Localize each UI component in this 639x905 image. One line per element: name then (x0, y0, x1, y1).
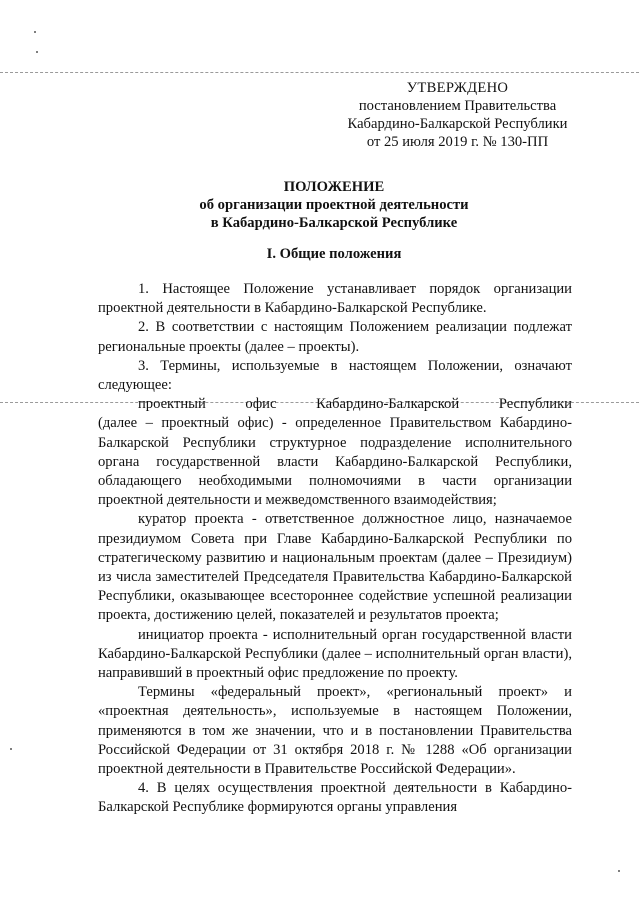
approval-line-2: Кабардино-Балкарской Республики (347, 116, 568, 132)
title-line-3: в Кабардино-Балкарской Республике (210, 215, 458, 231)
term-project-initiator: инициатор проекта - исполнительный орган государственной власти Кабардино-Балкарской Республики (далее – исполнительный орган власти), направивший в проектный офис предложение по проекту. (98, 626, 572, 682)
paragraph-1: 1. Настоящее Положение устанавливает порядок организации проектной деятельности в Кабардино-Балкарской Республике. (98, 281, 572, 317)
scan-artifact-line-top (0, 72, 639, 73)
approval-line-1: постановлением Правительства (358, 98, 557, 114)
document-title (98, 178, 570, 232)
scan-speck (36, 51, 38, 53)
approval-block (330, 79, 585, 151)
section-heading: I. Общие положения (266, 246, 402, 262)
term-project-curator: куратор проекта - ответственное должностное лицо, назначаемое президиумом Совета при Главе Кабардино-Балкарской Республики по стратегическому развитию и национальным проектам (далее – Президиум) из числа заместителей Председателя Правительства Кабардино-Балкарской Республики, оказывающее всестороннее содействие успешной реализации проекта, достижению целей, показателей и результатов проекта; (98, 511, 572, 624)
term-project-office-definition: (далее – проектный офис) - определенное Правительством Кабардино-Балкарской Республики структурное подразделение исполнительного органа государственной власти Кабардино-Балкарской Республики, обладающего необходимыми полномочиями в части организации проектной деятельности и межведомственного взаимодействия; (98, 415, 572, 509)
approval-line-3: от 25 июля 2019 г. № 130-ПП (366, 134, 549, 150)
scan-speck (34, 31, 36, 33)
paragraph-terms-reference: Термины «федеральный проект», «региональный проект» и «проектная деятельность», используемые в настоящем Положении, применяются в том же значении, что и в постановлении Правительства Российской Федерации от 31 октября 2018 г. № 1288 «Об организации проектной деятельности в Правительстве Российской Федерации». (98, 684, 572, 778)
scan-speck (618, 870, 620, 872)
paragraph-2: 2. В соответствии с настоящим Положением реализации подлежат региональные проекты (далее – проекты). (98, 319, 572, 355)
title-line-2: об организации проектной деятельности (199, 197, 469, 213)
paragraph-4: 4. В целях осуществления проектной деятельности в Кабардино-Балкарской Республике формируются органы управления (98, 780, 572, 816)
approval-label: УТВЕРЖДЕНО (406, 80, 509, 96)
term-project-office-title: проектный офис Кабардино-Балкарской Республики (138, 396, 572, 413)
document-body (98, 280, 572, 818)
title-line-1: ПОЛОЖЕНИЕ (283, 179, 385, 195)
paragraph-3: 3. Термины, используемые в настоящем Положении, означают следующее: (98, 357, 572, 394)
scan-speck (10, 748, 12, 750)
